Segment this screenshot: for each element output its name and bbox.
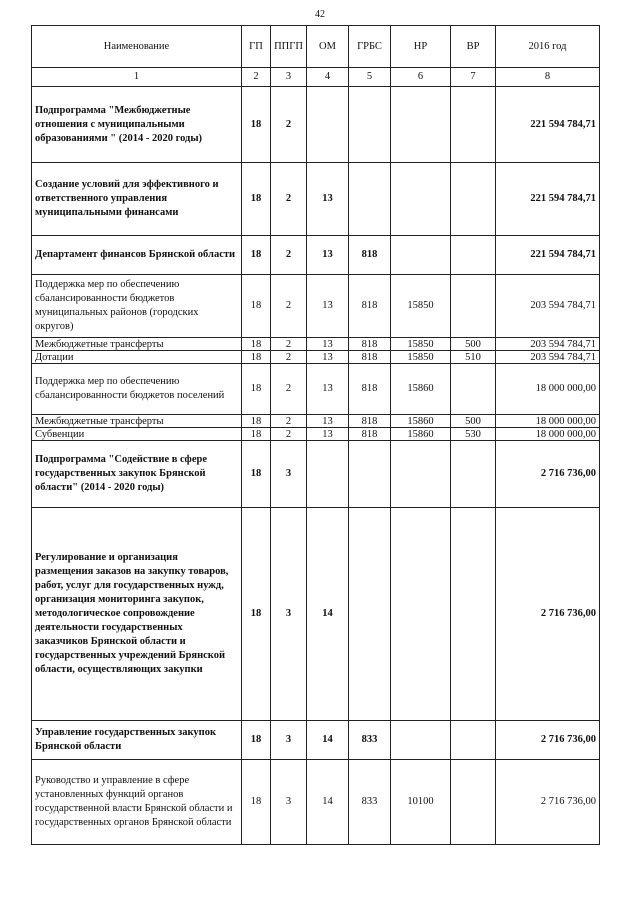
cell-name: Субвенции <box>32 428 242 441</box>
cell-np: 15850 <box>391 351 451 364</box>
cell-grbs: 833 <box>349 760 391 845</box>
cell-gp: 18 <box>242 351 271 364</box>
col-header-np: НР <box>391 26 451 68</box>
cell-grbs: 818 <box>349 338 391 351</box>
column-number: 1 <box>32 68 242 87</box>
cell-vr <box>451 236 496 275</box>
table-row <box>32 351 600 364</box>
cell-np <box>391 87 451 163</box>
cell-om: 13 <box>307 351 349 364</box>
table-row <box>32 415 600 428</box>
column-number: 7 <box>451 68 496 87</box>
table-row <box>32 721 600 760</box>
cell-gp: 18 <box>242 428 271 441</box>
cell-name: Дотации <box>32 351 242 364</box>
cell-om: 13 <box>307 275 349 338</box>
cell-gp: 18 <box>242 415 271 428</box>
cell-grbs: 833 <box>349 721 391 760</box>
cell-ppgp: 3 <box>271 721 307 760</box>
col-header-ppgp: ППГП <box>271 26 307 68</box>
cell-name: Управление государственных закупок Брянской области <box>32 721 242 760</box>
cell-vr: 500 <box>451 338 496 351</box>
cell-name: Межбюджетные трансферты <box>32 415 242 428</box>
table-row <box>32 275 600 338</box>
cell-np: 15860 <box>391 364 451 415</box>
column-number: 3 <box>271 68 307 87</box>
budget-table <box>31 25 600 845</box>
cell-gp: 18 <box>242 338 271 351</box>
cell-om <box>307 87 349 163</box>
cell-ppgp: 2 <box>271 338 307 351</box>
cell-om: 13 <box>307 415 349 428</box>
cell-ppgp: 2 <box>271 163 307 236</box>
cell-grbs: 818 <box>349 428 391 441</box>
cell-ppgp: 2 <box>271 351 307 364</box>
cell-gp: 18 <box>242 760 271 845</box>
cell-name: Руководство и управление в сфере установленных функций органов государственной власти Брянской области и государственных органов Брянской области <box>32 760 242 845</box>
cell-om: 13 <box>307 163 349 236</box>
cell-name: Подпрограмма "Межбюджетные отношения с муниципальными образованиями " (2014 - 2020 годы) <box>32 87 242 163</box>
header-row <box>32 26 600 68</box>
cell-name: Регулирование и организация размещения заказов на закупку товаров, работ, услуг для государственных нужд, организация мониторинга закупок, методологическое сопровождение деятельности государственных заказчиков Брянской области и государственных учреждений Брянской области, осуществляющих закупки <box>32 508 242 721</box>
cell-name: Создание условий для эффективного и ответственного управления муниципальными финансами <box>32 163 242 236</box>
column-number-row <box>32 68 600 87</box>
cell-vr <box>451 508 496 721</box>
cell-vr <box>451 721 496 760</box>
cell-vr: 530 <box>451 428 496 441</box>
cell-gp: 18 <box>242 236 271 275</box>
cell-gp: 18 <box>242 364 271 415</box>
cell-om: 14 <box>307 721 349 760</box>
cell-amount: 203 594 784,71 <box>496 338 600 351</box>
cell-amount: 2 716 736,00 <box>496 760 600 845</box>
cell-name: Подпрограмма "Содействие в сфере государственных закупок Брянской области" (2014 - 2020 годы) <box>32 441 242 508</box>
cell-ppgp: 2 <box>271 428 307 441</box>
cell-ppgp: 2 <box>271 275 307 338</box>
cell-amount: 18 000 000,00 <box>496 415 600 428</box>
cell-gp: 18 <box>242 163 271 236</box>
table-row <box>32 163 600 236</box>
cell-amount: 2 716 736,00 <box>496 441 600 508</box>
table-row <box>32 236 600 275</box>
cell-np <box>391 721 451 760</box>
cell-om: 13 <box>307 338 349 351</box>
cell-np: 15860 <box>391 428 451 441</box>
cell-grbs <box>349 441 391 508</box>
cell-gp: 18 <box>242 508 271 721</box>
cell-vr: 510 <box>451 351 496 364</box>
cell-np: 15850 <box>391 275 451 338</box>
cell-gp: 18 <box>242 721 271 760</box>
cell-ppgp: 2 <box>271 236 307 275</box>
cell-np <box>391 163 451 236</box>
cell-name: Межбюджетные трансферты <box>32 338 242 351</box>
column-number: 5 <box>349 68 391 87</box>
column-number: 8 <box>496 68 600 87</box>
cell-amount: 2 716 736,00 <box>496 508 600 721</box>
cell-grbs <box>349 87 391 163</box>
cell-ppgp: 3 <box>271 441 307 508</box>
table-row <box>32 338 600 351</box>
cell-grbs: 818 <box>349 275 391 338</box>
cell-amount: 2 716 736,00 <box>496 721 600 760</box>
cell-om <box>307 441 349 508</box>
cell-vr <box>451 87 496 163</box>
cell-grbs: 818 <box>349 236 391 275</box>
table-row <box>32 364 600 415</box>
cell-om: 14 <box>307 760 349 845</box>
cell-ppgp: 3 <box>271 508 307 721</box>
cell-gp: 18 <box>242 441 271 508</box>
page-number: 42 <box>315 9 325 20</box>
cell-name: Поддержка мер по обеспечению сбалансированности бюджетов поселений <box>32 364 242 415</box>
cell-vr <box>451 163 496 236</box>
cell-vr <box>451 441 496 508</box>
cell-np <box>391 441 451 508</box>
col-header-gp: ГП <box>242 26 271 68</box>
cell-amount: 221 594 784,71 <box>496 236 600 275</box>
cell-ppgp: 2 <box>271 87 307 163</box>
cell-amount: 221 594 784,71 <box>496 163 600 236</box>
cell-grbs: 818 <box>349 415 391 428</box>
cell-amount: 18 000 000,00 <box>496 364 600 415</box>
table-row <box>32 87 600 163</box>
cell-amount: 203 594 784,71 <box>496 351 600 364</box>
cell-vr <box>451 275 496 338</box>
cell-name: Поддержка мер по обеспечению сбалансированности бюджетов муниципальных районов (городских округов) <box>32 275 242 338</box>
cell-amount: 221 594 784,71 <box>496 87 600 163</box>
cell-np: 15850 <box>391 338 451 351</box>
cell-grbs: 818 <box>349 364 391 415</box>
cell-np: 10100 <box>391 760 451 845</box>
cell-ppgp: 2 <box>271 364 307 415</box>
cell-om: 13 <box>307 428 349 441</box>
cell-ppgp: 2 <box>271 415 307 428</box>
cell-np: 15860 <box>391 415 451 428</box>
table-row <box>32 428 600 441</box>
cell-om: 13 <box>307 236 349 275</box>
cell-name: Департамент финансов Брянской области <box>32 236 242 275</box>
cell-vr: 500 <box>451 415 496 428</box>
cell-np <box>391 236 451 275</box>
cell-grbs: 818 <box>349 351 391 364</box>
cell-amount: 203 594 784,71 <box>496 275 600 338</box>
cell-amount: 18 000 000,00 <box>496 428 600 441</box>
cell-grbs <box>349 163 391 236</box>
col-header-vr: ВР <box>451 26 496 68</box>
cell-gp: 18 <box>242 275 271 338</box>
cell-np <box>391 508 451 721</box>
cell-ppgp: 3 <box>271 760 307 845</box>
cell-gp: 18 <box>242 87 271 163</box>
column-number: 6 <box>391 68 451 87</box>
table-row <box>32 508 600 721</box>
column-number: 4 <box>307 68 349 87</box>
cell-vr <box>451 760 496 845</box>
table-row <box>32 441 600 508</box>
cell-om: 14 <box>307 508 349 721</box>
col-header-name: Наименование <box>32 26 242 68</box>
col-header-grbs: ГРБС <box>349 26 391 68</box>
table-row <box>32 760 600 845</box>
col-header-year: 2016 год <box>496 26 600 68</box>
column-number: 2 <box>242 68 271 87</box>
cell-grbs <box>349 508 391 721</box>
cell-vr <box>451 364 496 415</box>
cell-om: 13 <box>307 364 349 415</box>
col-header-om: ОМ <box>307 26 349 68</box>
